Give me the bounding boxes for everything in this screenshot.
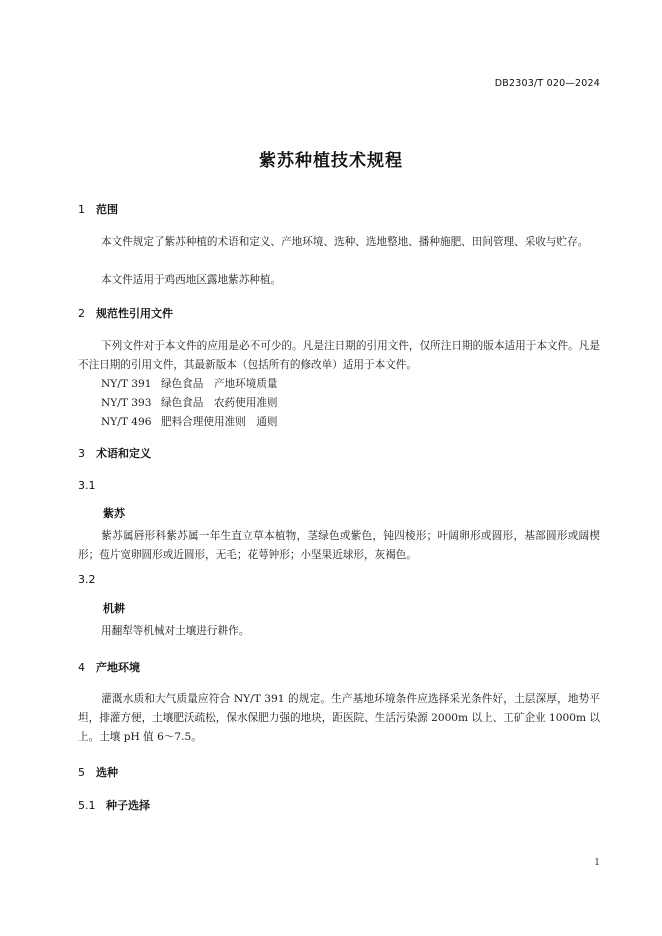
term-name: 机耕 — [103, 602, 125, 615]
section-title: 术语和定义 — [96, 447, 151, 460]
section-title: 产地环境 — [96, 661, 140, 674]
reference-code: NY/T 393 — [101, 397, 152, 409]
paragraph-text: 紫苏属唇形科紫苏属一年生直立草本植物，茎绿色或紫色，钝四棱形；叶阔卵形或圆形，基部圆形或阔楔形；苞片宽卵圆形或近圆形，无毛；花萼钟形；小坚果近球形，灰褐色。 — [78, 530, 600, 561]
subsection-number: 5.1 — [78, 799, 96, 812]
term-definition — [78, 622, 600, 641]
paragraph-text: 灌溉水质和大气质量应符合 NY/T 391 的规定。生产基地环境条件应选择采光条件好，土层深厚，地势平坦，排灌方便，土壤肥沃疏松，保水保肥力强的地块，距医院、生活污染源 2000m 以上、工矿企业 1000m 以上。土壤 pH 值 6～7.5。 — [78, 693, 600, 743]
reference-name: 肥料合理使用准则 通则 — [161, 416, 278, 428]
section-number: 1 — [78, 203, 85, 216]
term-number: 3.1 — [78, 479, 96, 492]
term-number: 3.2 — [78, 573, 96, 586]
paragraph-text: 本文件规定了紫苏种植的术语和定义、产地环境、选种、选地整地、播种施肥、田间管理、采收与贮存。 — [101, 236, 589, 248]
subsection-5-1-heading — [78, 797, 150, 813]
section-2-heading — [78, 305, 173, 321]
section-number: 3 — [78, 447, 85, 460]
term-name: 紫苏 — [103, 507, 125, 520]
section-number: 5 — [78, 766, 85, 779]
section-title: 选种 — [96, 766, 118, 779]
section-number: 2 — [78, 307, 85, 320]
paragraph — [78, 233, 600, 252]
term-definition — [78, 527, 600, 565]
paragraph — [78, 271, 600, 290]
paragraph-text: 下列文件对于本文件的应用是必不可少的。凡是注日期的引用文件，仅所注日期的版本适用于本文件。凡是不注日期的引用文件，其最新版本（包括所有的修改单）适用于本文件。 — [78, 340, 600, 371]
paragraph-text: 用翻犁等机械对土壤进行耕作。 — [101, 625, 250, 637]
section-number: 4 — [78, 661, 85, 674]
subsection-title: 种子选择 — [106, 799, 150, 812]
paragraph-text: 本文件适用于鸡西地区露地紫苏种植。 — [101, 274, 282, 286]
section-5-heading — [78, 764, 118, 780]
reference-name: 绿色食品 农药使用准则 — [161, 397, 278, 409]
reference-name: 绿色食品 产地环境质量 — [161, 378, 278, 390]
page-number: 1 — [594, 858, 600, 868]
paragraph — [78, 690, 600, 747]
section-1-heading — [78, 201, 118, 217]
reference-code: NY/T 391 — [101, 378, 152, 390]
section-title: 规范性引用文件 — [96, 307, 173, 320]
normative-reference — [101, 413, 278, 432]
document-title: 紫苏种植技术规程 — [259, 151, 403, 171]
section-4-heading — [78, 659, 140, 675]
section-title: 范围 — [96, 203, 118, 216]
document-number: DB2303/T 020—2024 — [494, 78, 600, 89]
section-3-heading — [78, 445, 151, 461]
paragraph — [78, 337, 600, 375]
normative-reference — [101, 394, 278, 413]
reference-code: NY/T 496 — [101, 416, 152, 428]
normative-reference — [101, 375, 278, 394]
